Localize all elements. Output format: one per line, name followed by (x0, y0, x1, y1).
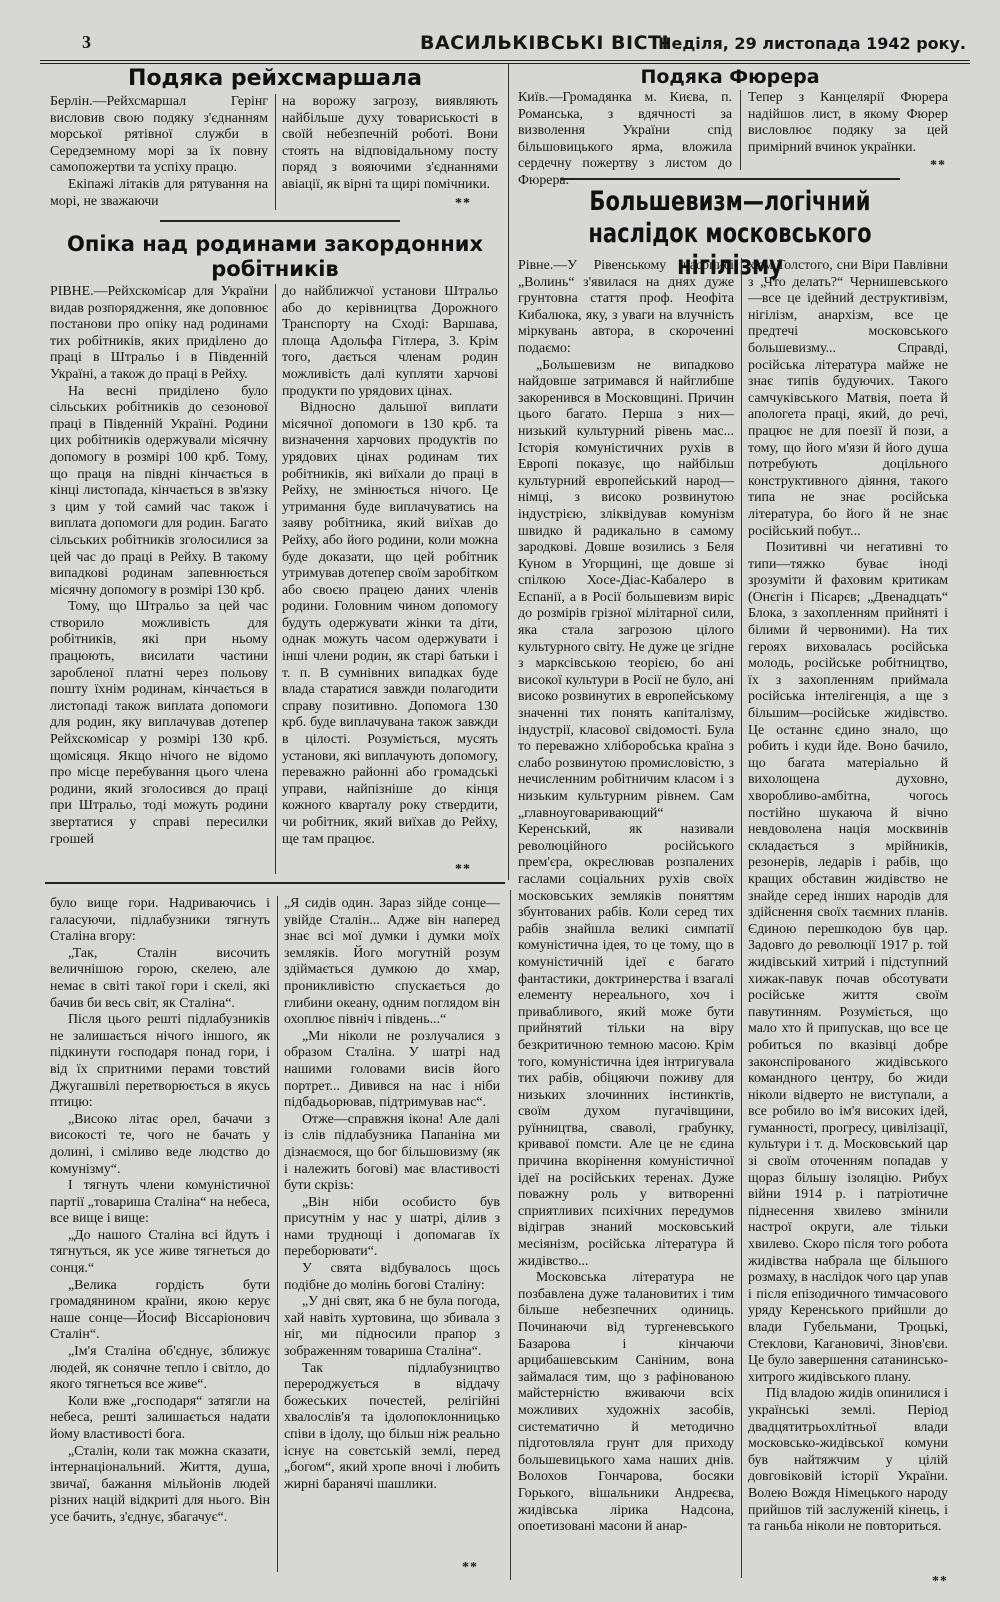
article-bolshevism-col1 (518, 258, 734, 1588)
paragraph: РІВНЕ.—Рейхскомісар для України видав розпорядження, яке доповнює постанови про опіку над родинами тих робітників, яких приділено до праці в Штральо і в Південній Україні, а також до праці в Рейху. (50, 284, 268, 382)
article-stalin-col1 (50, 896, 270, 1582)
article-title-fuehrer: Подяка Фюрера (640, 66, 820, 88)
article-fuehrer-col2 (748, 90, 948, 170)
article-goering-col1 (50, 94, 268, 212)
column-divider (510, 890, 511, 1580)
paragraph: Позитивні чи негативні то типи—тяжко буває іноді зрозуміти й фаховим критикам (Онєгін і Пісарєв; „Двенадцать“ Блока, з захопленням прийняті і білими й червоними). На тих героях виховалась російська молодь, російське робітництво, їх з захопленням приймала російська інтелігенція, а ще з більшим—російське жидівство. Це останнє єдино знало, що робить і куди йде. Воно бачило, що багата матеріально й вихолощена духовно, хворобливо-амбітна, чогось постійно шукаюча й вічно невдоволена нація москвинів складається з мрійників, резонерів, ледарів і рабів, що кращих обставин жидівство не знайде серед інших народів для здійснення своїх таємних планів. Єдиною перешкодою був цар. Задовго до революції 1917 р. той жидівський хитрий і підступний хижак-павук почав обсотувати російське життя своїм павутинням. Розуміється, що мало хто й припускав, що все це робиться по вказівці добре законспірованого жидівського командного центру, бо жиди ніколи відверто не виступали, а все робило во ім'я високих ідей, гуманності, прогресу, цивілізації, культури і т. д. Московський цар зі своїм оточенням попадав у щораз більшу ізоляцію. Рибух війни 1914 р. і патріотичне піднесення хвилево змінили настрої округи, але тільки хвилево. Скоро після того робота жидівства набрала ще більшого розмаху, в наслідок чого цар упав і після епізодичного тимчасового уряду Керенського прийшли до влади Губельмани, Троцькі, Стеклови, Кагановичі, Зінов'єви. Це було завершення сатанинсько-хитрого жидівського плану. (748, 540, 948, 1385)
article-workers-col2 (282, 284, 498, 862)
article-separator (160, 220, 400, 222)
column-divider (740, 90, 741, 170)
paragraph: Рівне.—У Рівенському часописі „Волинь“ з'явилася на днях дуже грунтовна стаття проф. Неофіта Кибалюка, яку, з уваги на влучність міркувань автора, в скороченні подаємо: (518, 258, 734, 356)
paragraph: „У дні свят, яка б не була погода, хай навіть хуртовина, що збивала з ніг, ми підносили прапор з зображенням товариша Сталіна“. (284, 1294, 500, 1360)
article-separator (560, 178, 900, 180)
article-title-bolshevism: Большевизм—логічний наслідок московського нігілізму (588, 186, 872, 281)
paragraph: „Велика гордість бути громадянином країни, якою керує наше сонце—Йосиф Віссаріонович Сталін“. (50, 1277, 270, 1343)
paragraph: „До нашого Сталіна всі йдуть і тягнуться, як усе живе тягнеться до сонця.“ (50, 1227, 270, 1277)
paragraph: „Ім'я Сталіна об'єднує, зближує людей, як сонячне тепло і світло, до якого тягнеться все живе“. (50, 1344, 270, 1393)
paragraph: „Він ніби особисто був присутнім у нас у шатрі, ділив з нами труднощі і допомагав їх переборювати“. (284, 1194, 500, 1260)
paragraph: У свята відбувалось щось подібне до молінь богові Сталіну: (284, 1261, 500, 1293)
column-divider (508, 64, 509, 880)
paragraph: Так підлабузництво перероджується в віддачу божеських почестей, релігійні хвалослів'я та ідолопоклонницько співи в ідолу, що більш ніж реально існує на совєтській землі, перед „богом“, який хропе вночі і любить жирні баранячі шашлики. (284, 1360, 500, 1492)
paragraph: Київ.—Громадянка м. Києва, п. Романська, з вдячності за визволення України спід більшовицького ярма, вложила сердечну пожертву з листом до Фюрера. (518, 90, 732, 188)
article-stalin-col2 (284, 896, 500, 1556)
paragraph: „Я сидів один. Зараз зійде сонце—увійде Сталін... Адже він наперед знає всі мої думки і думки моїх земляків. Його могутній розум здіймається думкою до хмар, проникливістю спускається до глибини океану, одним поглядом він охоплює північ і південь...“ (284, 896, 500, 1028)
paragraph: „Високо літає орел, бачачи з високості те, чого не бачать у долині, і сміливо веде людство до комунізму“. (50, 1111, 270, 1177)
paragraph: Тепер з Канцелярії Фюрера надійшов лист, в якому Фюрер висловлює подяку за цей примірний вчинок українки. (748, 90, 948, 155)
paper-title: ВАСИЛЬКІВСЬКІ ВІСТІ (420, 32, 670, 54)
column-divider (275, 284, 276, 874)
paragraph: до найближчої установи Штральо або до керівництва Дорожного Транспорту на Сході: Варшава, площа Адольфа Гітлера, 3. Крім того, дається членам родин можливість далі купляти харчові продукти по урядових цінах. (282, 284, 498, 399)
end-mark: ** (455, 196, 471, 211)
page-number: 3 (82, 32, 91, 52)
paragraph: Отже—справжня ікона! Але далі із слів підлабузника Папаніна ми дізнаємося, що бог більшовизму (як і належить богові) має властивості бути скрізь: (284, 1111, 500, 1194)
masthead (40, 26, 970, 64)
paragraph: Тому, що Штральо за цей час створило можливість для робітників, які при ньому працюють, висилати частини заробленої платні через польову пошту їхнім родинам, кінчається в листопаді також виплата допомоги для родин, яку виплачував дотепер Рейхскомісар у розмірі 130 крб. щомісяця. Якщо нічого не відомо про місце перебування цього члена родини, який зголосився до праці при Штральо, тоді можуть родини звертатися у справі пересилки грошей (50, 599, 268, 847)
end-mark: ** (930, 158, 946, 173)
paragraph: Коли вже „господаря“ затягли на небеса, решті залишається надати йому властивості бога. (50, 1393, 270, 1442)
paragraph: Берлін.—Рейхсмаршал Герінг висловив свою подяку з'єднанням морської рятівної служби в Середземному морі за їх повну самопожертви та успіху працю. (50, 94, 268, 176)
article-title-workers: Опіка над родинами закордонних робітників (66, 232, 483, 281)
column-divider (275, 94, 276, 210)
article-title-goering: Подяка рейхсмаршала (128, 66, 422, 91)
paragraph: І тягнуть члени комуністичної партії „товариша Сталіна“ на небеса, все вище і вище: (50, 1178, 270, 1227)
end-mark: ** (932, 1574, 948, 1589)
paragraph: На весні приділено було сільських робітників до сезонової праці в Південній Україні. Родини цих робітників одержували місячну допомогу в розмірі 100 крб. Тому, що праця на півдні кінчається в кінці листопада, кінчається в зв'язку з цим у той самий час також і виплата допомоги для родин. Багато сільських робітників зголосилися за цей час до праці в Рейху. В такому випадкові родинам запевнюється місячну допомогу в розмірі 130 крб. (50, 383, 268, 598)
paragraph: Московська література не позбавлена дуже талановитих і тим більше небезпечних одиниць. Починаючи від тургеневського Базарова і кінчаючи арцибашевським Саніним, вона займалася тим, що з рафінованою майстерністю вживаючи всіх можливих художніх засобів, систематично й методично підготовляла грунт для приходу большевицького хама наших днів. Волохов Гончарова, босяки Горького, вішальники Андреєва, жидівська лірика Надсона, опоетизовані масони й анар- (518, 1270, 734, 1535)
paragraph: було вище гори. Надриваючись і галасуючи, підлабузники тягнуть Сталіна вгору: (50, 896, 270, 945)
paragraph: Екіпажі літаків для рятування на морі, не зважаючи (50, 176, 268, 209)
paragraph: „Сталін, коли так можна сказати, інтернаціональний. Життя, душа, звичаї, бажання мільйонів людей різних націй відкриті для нього. Він усе бачить, з'єднує, збагачує“. (50, 1443, 270, 1525)
article-workers-col1 (50, 284, 268, 862)
end-mark: ** (462, 1560, 478, 1575)
end-mark: ** (455, 862, 471, 877)
article-bolshevism-col2 (748, 258, 948, 1578)
paragraph: хізм Толстого, сни Віри Павлівни з „Что делать?“ Чернишевського—все це ідейний деструктивізм, нігілізм, анархізм, все це предтечі московського большевизму... Справді, російська література майже не знає типів будуючих. Такого самчуківського Матвія, поета й апологета праці, який, до речі, працює не для поезії й пози, а тому, що його м'язи й його душа потребують доцільного конструктивного діяння, такого типа не знає російська література, бо його й не знає російський побут... (748, 258, 948, 539)
paragraph: „Так, Сталін височить величнішою горою, скелею, але немає в світі такої гори і скелі, які бачив би весь світ, як Сталіна“. (50, 945, 270, 1011)
article-goering-col2 (282, 94, 498, 198)
paragraph: Після цього решті підлабузників не залишається нічого іншого, як підкинути господаря понад гори, і від їх спритними перами товстий Джугашвілі перетворюється в якусь птицю: (50, 1012, 270, 1111)
column-divider (277, 896, 278, 1572)
paragraph: Відносно дальшої виплати місячної допомоги в 130 крб. та визначення харчових продуктів по урядових цінах родинам тих робітників, які виїхали до праці в Рейху, не змінюється нічого. Це утримання буде виплачуватись на заяву робітника, який виїхав до Рейху, або його родини, коли можна буде доказати, що цей робітник утримував дотепер своїм заробітком або своєю працею даних членів родини. Головним чином допомогу будуть одержувати жінки та діти, однак можуть часом одержувати і інші члени родин, як старі батьки і т. п. В сумнівних випадках буде влада старатися завжди полагодити справу позитивно. Допомога 130 крб. буде виплачувана також завжди в цілості. Розуміється, мусять установи, які виплачують допомогу, переважно районні або громадські управи, найпізніше до кінця кожного кварталу року ствердити, чи робітник, який виїхав до Рейху, ще там працює. (282, 400, 498, 847)
column-divider (741, 258, 742, 1578)
paragraph: на ворожу загрозу, виявляють найбільше духу товариськості в своїй небезпечній роботі. Вони стоять на відповідальному посту поряд з вояючими з'єднаннями авіації, як вірні та щирі помічники. (282, 94, 498, 192)
article-fuehrer-col1 (518, 90, 732, 188)
issue-date: Неділя, 29 листопада 1942 року. (658, 34, 966, 53)
paragraph: „Большевизм не випадково найдовше затримався й найглибше закоренився в Московщині. Причин цього багато. Перша з них—низький культурний рівень мас... Історія комуністичних рухів в Европі показує, що найбільш культурний европейський народ—німці, з високо розвинутою індустрією, зліквідував комунізм швидко й радикально в самому зародкові. Довше возились з Беля Куном в Угорщині, ще довше зі спілкою Хосе-Діас-Кабалеро в Еспанії, а в Росії большевизм виріс до розмірів грізної мілітарної сили, яка стала загрозою цілого культурного світу. Не дуже це згідне з марксівською теорією, бо ані високої культури в Росії не було, ані високо розвинутих в европейському значенні тих понять капіталізму, індустрії, класової свідомості. Була то переважно хліборобська країна з слабо розвинутою промисловістю, з нечисленним робітничим класом і з низьким культурним рівнем. Сам „главноуговаривающий“ Керенський, як називали революційного російського прем'єра, окреслював розпалених гаслами соціальних рухів своїх московських земляків поняттям збунтованих рабів. Коли серед тих рабів знайшла великі симпатії комуністична ідея, то це тому, що в комуністичній ідеї є багато фантастики, доктринерства і взагалі елементу нереального, хоч і привабливого, який може бути прийнятий тільки на віру безкритичною темною масою. Крім того, комуністична ідея інтригувала тих рабів, обіцяючи поживу для низьких злочинних інстинктів, своїм духом пугачівщини, руїнництва, сваволі, грабунку, кривавої помсти. Але це не єдина причина вкорінення комуністичної ідеї на російських теренах. Дуже поважну роль у витворенні сприятливих психічних передумов відіграв знаний московський месіянізм, російська література й жидівство... (518, 357, 734, 1269)
paragraph: „Ми ніколи не розлучалися з образом Сталіна. У шатрі над нашими головами висів його портрет... Дивився на нас і ніби підбадьорював, підтримував нас“. (284, 1028, 500, 1111)
paragraph: Під владою жидів опинилися і українські землі. Період двадцятитрьохлітньої влади московсько-жидівської комуни був найтяжчим у цілій довговіковій історії України. Волею Вождя Німецького народу прийшов тій заслуженій кінець, і та ганьба ніколи не повториться. (748, 1386, 948, 1535)
article-separator (45, 882, 505, 884)
